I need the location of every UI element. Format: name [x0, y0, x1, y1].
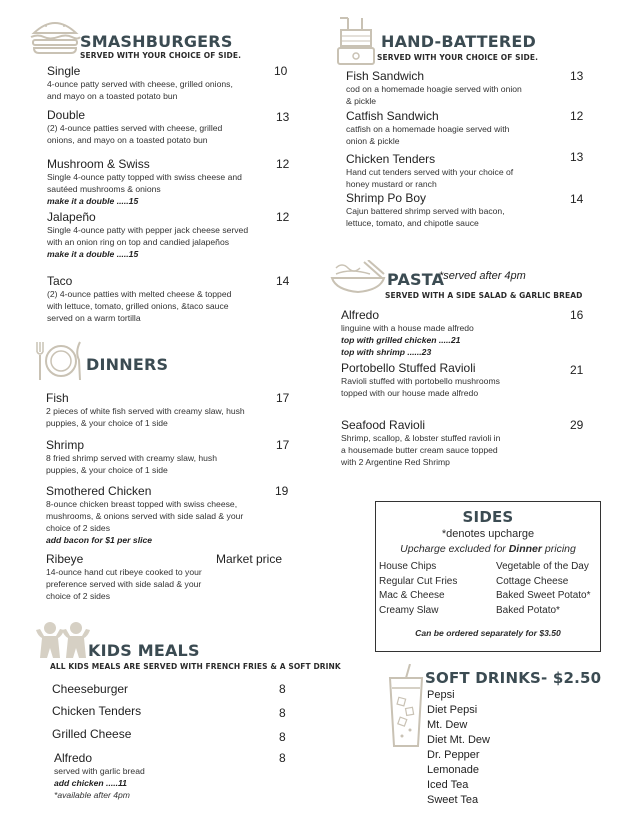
- item-name: Chicken Tenders: [346, 152, 436, 166]
- sides-right-list: [496, 560, 591, 618]
- item-price: 13: [570, 69, 584, 83]
- item-price: 29: [570, 418, 584, 432]
- kids-subtitle: ALL KIDS MEALS ARE SERVED WITH FRENCH FRIES & A SOFT DRINK: [50, 662, 341, 671]
- side-item: Baked Potato*: [496, 604, 560, 616]
- item-description: 8-ounce chicken breast topped with swiss cheese, mushrooms, & onions served with side salad & your choice of 2 sides: [46, 499, 244, 533]
- smashburgers-subtitle: SERVED WITH YOUR CHOICE OF SIDE.: [80, 51, 242, 60]
- item-price: 8: [279, 682, 286, 696]
- item-description: (2) 4-ounce patties served with cheese, grilled onions, and mayo on a toasted potato bun: [47, 123, 223, 145]
- item-description: 2 pieces of white fish served with creamy slaw, hush puppies, & your choice of 1 side: [46, 406, 245, 428]
- sides-dinner-note-bold: Dinner: [508, 543, 542, 555]
- item-description: (2) 4-ounce patties with melted cheese & topped with lettuce, tomato, grilled onions, &taco sauce served on a warm tortilla: [47, 289, 232, 323]
- drink-item: Mt. Dew: [427, 719, 468, 731]
- drink-item: Dr. Pepper: [427, 749, 480, 761]
- sides-box: [375, 501, 601, 652]
- item-description: Single 4-ounce patty topped with swiss cheese and sautéed mushrooms & onions: [47, 172, 242, 194]
- sides-title: SIDES: [462, 508, 514, 526]
- item-price: 14: [276, 274, 290, 288]
- item-price: 12: [570, 109, 584, 123]
- menu-item: [341, 308, 541, 358]
- item-price: 19: [275, 484, 289, 498]
- soft-drinks-title: SOFT DRINKS- $2.50: [425, 669, 602, 687]
- item-price: 17: [276, 438, 290, 452]
- side-item: House Chips: [379, 561, 437, 572]
- item-name: Seafood Ravioli: [341, 418, 426, 432]
- item-description: Ravioli stuffed with portobello mushrooms topped with our house made alfredo: [341, 376, 500, 398]
- item-name: Mushroom & Swiss: [47, 157, 150, 171]
- item-name: Portobello Stuffed Ravioli: [341, 361, 476, 375]
- pasta-availability-note: *served after 4pm: [439, 270, 526, 282]
- item-price: 8: [279, 706, 286, 720]
- item-description: linguine with a house made alfredo: [341, 323, 474, 333]
- kids-item-name: Cheeseburger: [52, 682, 129, 696]
- menu-item: [47, 108, 247, 146]
- side-item: Regular Cut Fries: [379, 575, 458, 587]
- sides-footer: Can be ordered separately for $3.50: [415, 628, 561, 638]
- kids-item-name: Grilled Cheese: [52, 727, 132, 741]
- menu-item: [46, 391, 261, 429]
- sides-upcharge-note: *denotes upcharge: [441, 528, 535, 540]
- item-price: 16: [570, 308, 584, 322]
- drink-item: Diet Mt. Dew: [427, 734, 490, 746]
- item-price: 12: [276, 210, 290, 224]
- item-name: Taco: [47, 274, 73, 288]
- side-item: Cottage Cheese: [496, 575, 569, 587]
- item-description: Cajun battered shrimp served with bacon, lettuce, tomato, and chipotle sauce: [346, 206, 505, 228]
- menu-item: [46, 484, 246, 546]
- item-name: Single: [47, 64, 81, 78]
- item-price: 10: [274, 64, 288, 78]
- menu-item: [47, 210, 252, 260]
- drink-item: Lemonade: [427, 764, 479, 776]
- item-price: 8: [279, 751, 286, 765]
- item-description: cod on a homemade hoagie served with onion & pickle: [346, 84, 522, 106]
- pasta-subtitle: SERVED WITH A SIDE SALAD & GARLIC BREAD: [385, 291, 583, 300]
- sides-dinner-note-post: pricing: [541, 543, 576, 555]
- item-name: Double: [47, 108, 86, 122]
- menu-item: [46, 552, 216, 602]
- kids-item-name: Chicken Tenders: [52, 704, 142, 718]
- soft-drink-cup-icon: [386, 664, 426, 748]
- item-name: Ribeye: [46, 552, 84, 566]
- item-price: 13: [570, 150, 584, 164]
- item-description: Single 4-ounce patty with pepper jack cheese served with an onion ring on top and candied jalapeños: [47, 225, 249, 247]
- item-price: 17: [276, 391, 290, 405]
- item-description: Hand cut tenders served with your choice of honey mustard or ranch: [346, 167, 514, 189]
- item-note: make it a double .....15: [47, 196, 139, 206]
- drink-item: Diet Pepsi: [427, 704, 478, 716]
- item-name: Alfredo: [341, 308, 380, 322]
- menu-item: [47, 157, 252, 207]
- item-note: add chicken .....11: [54, 778, 127, 788]
- drink-item: Pepsi: [427, 689, 455, 701]
- item-price: 14: [570, 192, 584, 206]
- smashburgers-title: SMASHBURGERS: [80, 32, 233, 51]
- item-description: 4-ounce patty served with cheese, grilled onions, and mayo on a toasted potato bun: [47, 79, 233, 101]
- dinners-title: DINNERS: [86, 355, 169, 374]
- item-price: 13: [276, 110, 290, 124]
- item-name: Jalapeño: [47, 210, 96, 224]
- menu-item: [346, 109, 526, 147]
- drink-item: Iced Tea: [427, 779, 469, 791]
- item-price: 21: [570, 363, 584, 377]
- item-description: 14-ounce hand cut ribeye cooked to your preference served with side salad & your choice of 2 sides: [46, 567, 202, 601]
- drink-item: Sweet Tea: [427, 794, 479, 806]
- item-description: served with garlic bread: [54, 766, 145, 776]
- item-description: 8 fried shrimp served with creamy slaw, hush puppies, & your choice of 1 side: [46, 453, 217, 475]
- sides-dinner-note: [376, 543, 600, 555]
- fryer-icon: [336, 16, 380, 66]
- burger-icon: [26, 15, 84, 55]
- menu-item: [346, 191, 516, 229]
- item-price: 12: [276, 157, 290, 171]
- handbattered-subtitle: SERVED WITH YOUR CHOICE OF SIDE.: [377, 53, 539, 62]
- side-item: Creamy Slaw: [379, 604, 439, 616]
- handbattered-title: HAND-BATTERED: [381, 32, 536, 51]
- item-note: make it a double .....15: [47, 249, 139, 259]
- menu-item: [47, 274, 247, 324]
- menu-item: [46, 438, 246, 476]
- side-item: Baked Sweet Potato*: [496, 590, 591, 601]
- menu-item: [346, 69, 526, 107]
- item-name: Fish: [46, 391, 69, 405]
- item-availability: *available after 4pm: [54, 790, 130, 800]
- sides-dinner-note-pre: Upcharge excluded for: [400, 543, 509, 555]
- item-price: Market price: [216, 552, 283, 566]
- kids-item-name: Alfredo: [54, 751, 93, 765]
- soft-drinks-list: [427, 688, 490, 808]
- menu-item: [346, 152, 526, 190]
- item-price: 8: [279, 730, 286, 744]
- side-item: Mac & Cheese: [379, 590, 445, 601]
- sides-left-list: [379, 560, 457, 618]
- menu-item: [341, 361, 501, 399]
- pasta-title: PASTA: [387, 270, 445, 289]
- item-description: catfish on a homemade hoagie served with onion & pickle: [346, 124, 510, 146]
- menu-item: [341, 418, 501, 468]
- menu-item: [54, 751, 254, 801]
- item-name: Fish Sandwich: [346, 69, 425, 83]
- menu-item: [47, 64, 247, 102]
- item-note: top with shrimp ......23: [341, 347, 432, 357]
- item-description: Shrimp, scallop, & lobster stuffed ravioli in a housemade butter cream sauce topped with 2 Argentine Red Shrimp: [341, 433, 501, 467]
- side-item: Vegetable of the Day: [496, 561, 589, 572]
- item-name: Shrimp: [46, 438, 85, 452]
- item-name: Smothered Chicken: [46, 484, 152, 498]
- kids-title: KIDS MEALS: [88, 641, 200, 660]
- item-name: Shrimp Po Boy: [346, 191, 427, 205]
- item-name: Catfish Sandwich: [346, 109, 439, 123]
- plate-cutlery-icon: [33, 338, 85, 384]
- pasta-bowl-icon: [330, 260, 386, 294]
- item-note: top with grilled chicken .....21: [341, 335, 461, 345]
- item-note: add bacon for $1 per slice: [46, 535, 153, 545]
- kids-icon: [34, 620, 92, 660]
